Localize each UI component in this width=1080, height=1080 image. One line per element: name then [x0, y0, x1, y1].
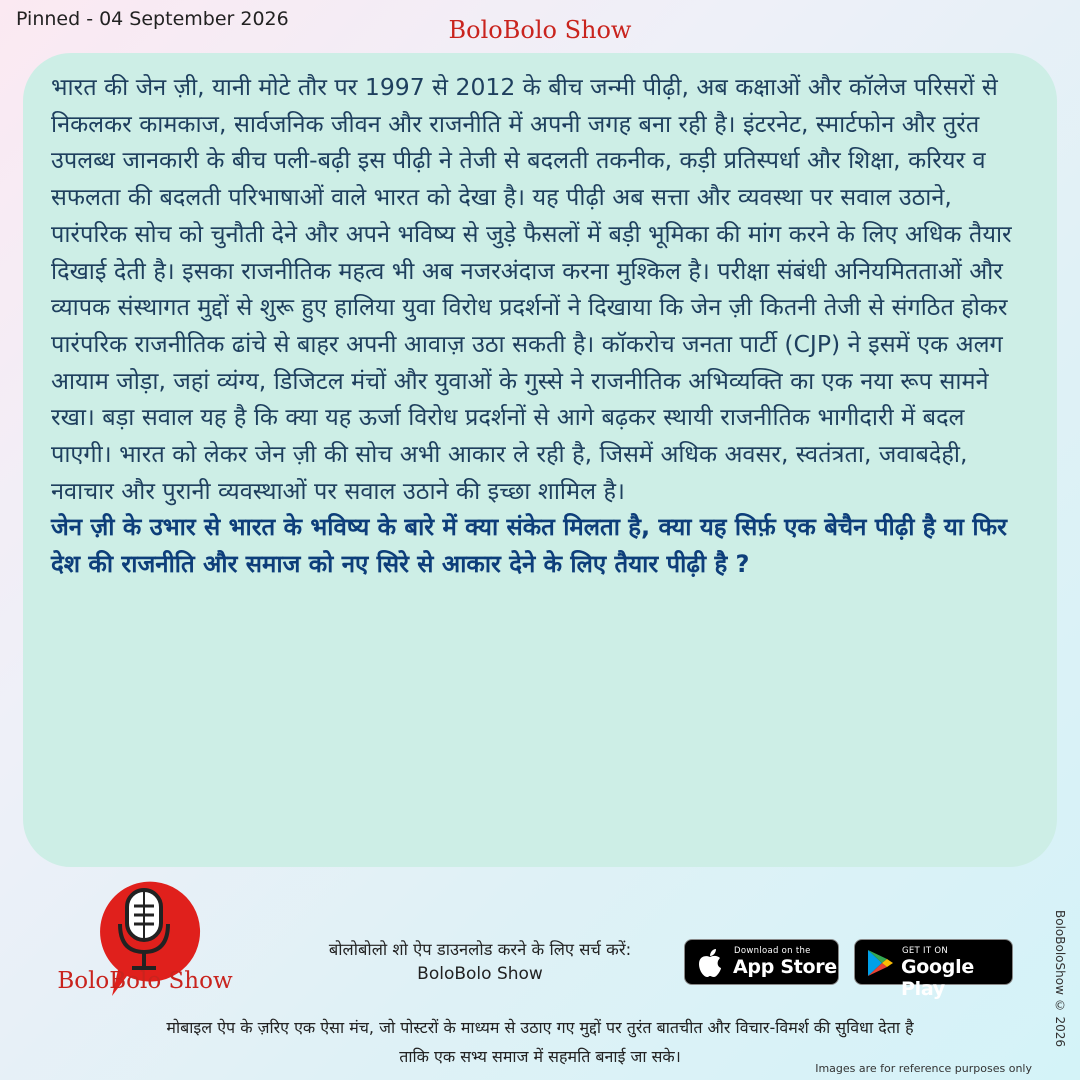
google-play-small-text: GET IT ON: [902, 946, 949, 956]
copyright: BoloBoloShow © 2026: [1053, 910, 1067, 1048]
brand-title: BoloBolo Show: [448, 16, 632, 44]
content-card: [23, 53, 1057, 867]
google-play-big-text: Google Play: [901, 956, 974, 1000]
app-store-button[interactable]: [684, 939, 839, 985]
footer-line-1: मोबाइल ऐप के ज़रिए एक ऐसा मंच, जो पोस्टरों के माध्यम से उठाए गए मुद्दों पर तुरंत बातचीत और विचार-विमर्श की सुविधा देता है: [166, 1018, 914, 1037]
question-text: जेन ज़ी के उभार से भारत के भविष्य के बारे में क्या संकेत मिलता है, क्या यह सिर्फ़ एक बेचैन पीढ़ी है या फिर देश की राजनीति और समाज को नए सिरे से आकार देने के लिए तैयार पीढ़ी है ?: [51, 513, 1007, 578]
logo-text: BoloBolo Show: [57, 968, 233, 994]
pinned-date: Pinned - 04 September 2026: [16, 8, 289, 30]
download-app-name: BoloBolo Show: [417, 964, 543, 984]
download-instruction: बोलोबोलो शो ऐप डाउनलोड करने के लिए सर्च करें:: [328, 940, 632, 959]
body-paragraph: भारत की जेन ज़ी, यानी मोटे तौर पर 1997 से 2012 के बीच जन्मी पीढ़ी, अब कक्षाओं और कॉलेज परिसरों से निकलकर कामकाज, सार्वजनिक जीवन और राजनीति में अपनी जगह बना रही है। इंटरनेट, स्मार्टफोन और तुरंत उपलब्ध जानकारी के बीच पली-बढ़ी इस पीढ़ी ने तेजी से बदलती तकनीक, कड़ी प्रतिस्पर्धा और शिक्षा, करियर व सफलता की बदलती परिभाषाओं वाले भारत को देखा है। यह पीढ़ी अब सत्ता और व्यवस्था पर सवाल उठाने, पारंपरिक सोच को चुनौती देने और अपने भविष्य से जुड़े फैसलों में बड़ी भूमिका की मांग करने के लिए अधिक तैयार दिखाई देती है। इसका राजनीतिक महत्व भी अब नजरअंदाज करना मुश्किल है। परीक्षा संबंधी अनियमितताओं और व्यापक संस्थागत मुद्दों से शुरू हुए हालिया युवा विरोध प्रदर्शनों ने दिखाया कि जेन ज़ी कितनी तेजी से संगठित होकर पारंपरिक राजनीतिक ढांचे से बाहर अपनी आवाज़ उठा सकती है। कॉकरोच जनता पार्टी (CJP) ने इसमें एक अलग आयाम जोड़ा, जहां व्यंग्य, डिजिटल मंचों और युवाओं के गुस्से ने राजनीतिक अभिव्यक्ति का एक नया रूप सामने रखा। बड़ा सवाल यह है कि क्या यह ऊर्जा विरोध प्रदर्शनों से आगे बढ़कर स्थायी राजनीतिक भागीदारी में बदल पाएगी। भारत को लेकर जेन ज़ी की सोच अभी आकार ले रही है, जिसमें अधिक अवसर, स्वतंत्रता, जवाबदेही, नवाचार और पुरानी व्यवस्थाओं पर सवाल उठाने की इच्छा शामिल है।: [51, 73, 1012, 505]
google-play-icon: [866, 948, 894, 978]
app-store-big-text: App Store: [733, 956, 837, 978]
footer-line-2: ताकि एक सभ्य समाज में सहमति बनाई जा सके।: [399, 1047, 681, 1066]
disclaimer: Images are for reference purposes only: [815, 1062, 1032, 1075]
apple-icon: [697, 948, 723, 978]
google-play-button[interactable]: [854, 939, 1013, 1000]
app-store-small-text: Download on the: [734, 946, 811, 956]
